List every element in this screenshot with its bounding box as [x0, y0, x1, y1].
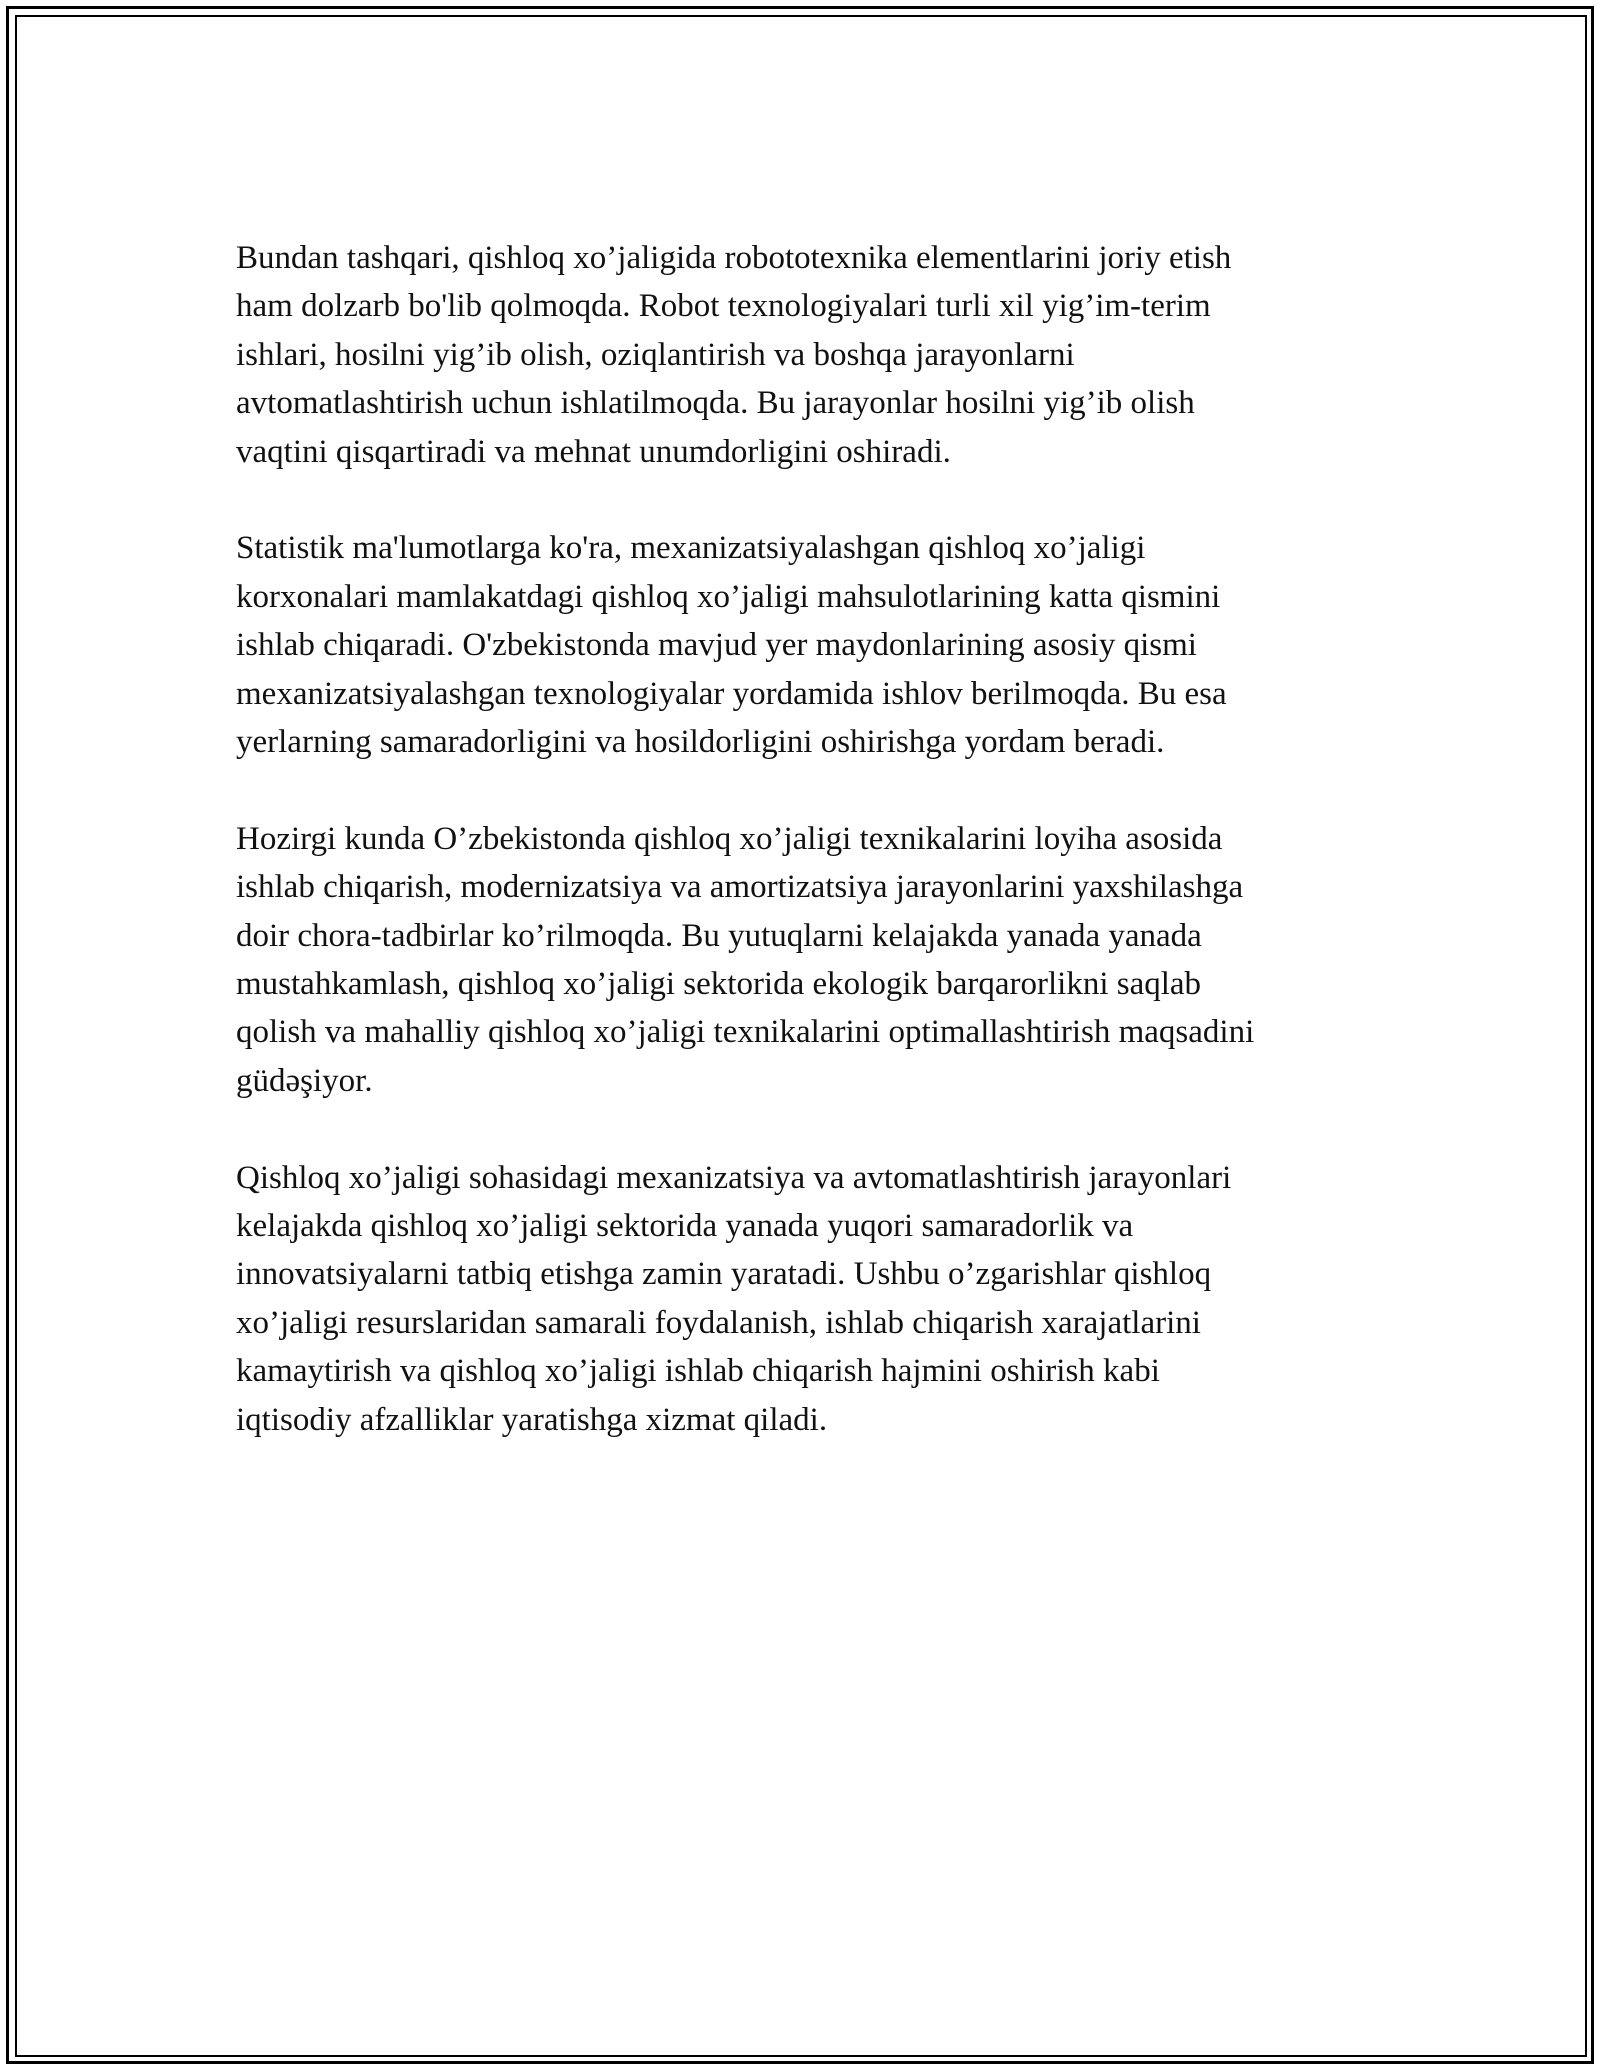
paragraph-robotics: Bundan tashqari, qishloq xo’jaligida robototexnika elementlarini joriy etish ham dolzarb bo'lib qolmoqda. Robot texnologiyalari turli xil yig’im-terim ishlari, hosilni yig’ib olish, oziqlantirish va boshqa jarayonlarni avtomatlashtirish uchun ishlatilmoqda. Bu jarayonlar hosilni yig’ib olish vaqtini qisqartiradi va mehnat unumdorligini oshiradi. [236, 240, 1232, 470]
document-body [236, 234, 1386, 1493]
paragraph-future-outlook: Qishloq xo’jaligi sohasidagi mexanizatsiya va avtomatlashtirish jarayonlari kelajakda qishloq xo’jaligi sektorida yanada yuqori samaradorlik va innovatsiyalarni tatbiq etishga zamin yaratadi. Ushbu o’zgarishlar qishloq xo’jaligi resurslaridan samarali foydalanish, ishlab chiqarish xarajatlarini kamaytirish va qishloq xo’jaligi ishlab chiqarish hajmini oshirish kabi iqtisodiy afzalliklar yaratishga xizmat qiladi. [236, 1159, 1232, 1438]
paragraph-modernization: Hozirgi kunda O’zbekistonda qishloq xo’jaligi texnikalarini loyiha asosida ishlab chiqarish, modernizatsiya va amortizatsiya jarayonlarini yaxshilashga doir chora-tadbirlar ko’rilmoqda. Bu yutuqlarni kelajakda yanada yanada mustahkamlash, qishloq xo’jaligi sektorida ekologik barqarorlikni saqlab qolish va mahalliy qishloq xo’jaligi texnikalarini optimallashtirish maqsadini güdəşiyor. [236, 820, 1255, 1099]
paragraph-statistics: Statistik ma'lumotlarga ko'ra, mexanizatsiyalashgan qishloq xo’jaligi korxonalari mamlakatdagi qishloq xo’jaligi mahsulotlarining katta qismini ishlab chiqaradi. O'zbekistonda mavjud yer maydonlarining asosiy qismi mexanizatsiyalashgan texnologiyalar yordamida ishlov berilmoqda. Bu esa yerlarning samaradorligini va hosildorligini oshirishga yordam beradi. [236, 530, 1227, 761]
